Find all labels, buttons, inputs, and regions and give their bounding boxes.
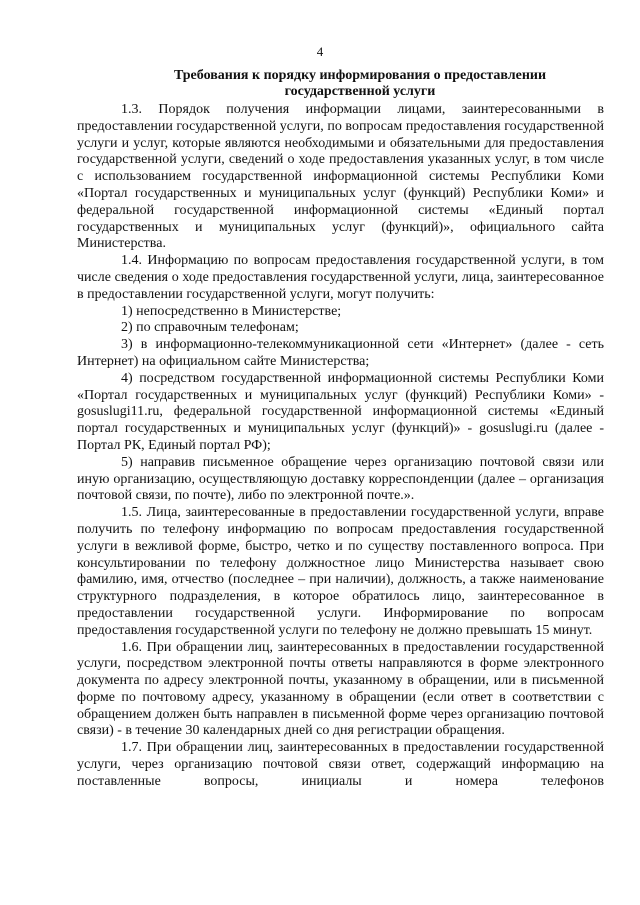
paragraph-1-6: 1.6. При обращении лиц, заинтересованных в предоставлении государственной услуги, посредством электронной почты ответы направляются в форме электронного документа по адресу электронной почты, указанному в обращении, или в письменной форме по почтовому адресу, указанному в обращении (если ответ в соответствии с обращением должен быть направлен в письменной форме через организацию почтовой связи) - в течение 30 календарных дней со дня регистрации обращения. <box>77 639 604 739</box>
list-item-5: 5) направив письменное обращение через организацию почтовой связи или иную организацию, осуществляющую доставку корреспонденции (далее – организация почтовой связи, по почте), либо по электронной почте.». <box>77 454 604 504</box>
paragraph-1-4: 1.4. Информацию по вопросам предоставления государственной услуги, в том числе сведения о ходе предоставления государственной услуги, лица, заинтересованное в предоставлении государственной услуги, могут получить: <box>77 253 604 302</box>
section-heading: Требования к порядку информирования о предоставлении государственной услуги <box>173 68 547 99</box>
document-body <box>77 102 604 791</box>
list-item-2: 2) по справочным телефонам; <box>121 320 299 336</box>
paragraph-1-7: 1.7. При обращении лиц, заинтересованных в предоставлении государственной услуги, через организацию почтовой связи ответ, содержащий информацию на поставленные вопросы, инициалы и номера телефонов <box>77 740 604 789</box>
list-item-1: 1) непосредственно в Министерстве; <box>121 303 342 319</box>
paragraph-1-3: 1.3. Порядок получения информации лицами, заинтересованными в предоставлении государственной услуги, по вопросам предоставления государственной услуги и услуг, которые являются необходимыми и обязательными для предоставления государственной услуги, сведений о ходе предоставления указанных услуг, в том числе с использованием государственной информационной системы Республики Коми «Портал государственных и муниципальных услуг (функций) Республики Коми» и федеральной государственной информационной системы «Единый портал государственных и муниципальных услуг (функций)», официального сайта Министерства. <box>77 102 604 252</box>
list-item-3: 3) в информационно-телекоммуникационной сети «Интернет» (далее - сеть Интернет) на официальном сайте Министерства; <box>77 337 604 369</box>
list-item-4: 4) посредством государственной информационной системы Республики Коми «Портал государственных и муниципальных услуг (функций) Республики Коми» - gosuslugi11.ru, федеральной государственной информационной системы «Единый портал государственных и муниципальных услуг (функций)» - gosuslugi.ru (далее - Портал РК, Единый портал РФ); <box>77 370 604 453</box>
page-number: 4 <box>316 44 324 59</box>
paragraph-1-5: 1.5. Лица, заинтересованные в предоставлении государственной услуги, вправе получить по телефону информацию по вопросам предоставления государственной услуги в вежливой форме, быстро, четко и по существу поставленного вопроса. При консультировании по телефону должностное лицо Министерства называет свою фамилию, имя, отчество (последнее – при наличии), должность, а также наименование структурного подразделения, в которое обратилось лицо, заинтересованное в предоставлении государственной услуги. Информирование по вопросам предоставления государственной услуги по телефону не должно превышать 15 минут. <box>77 505 604 638</box>
